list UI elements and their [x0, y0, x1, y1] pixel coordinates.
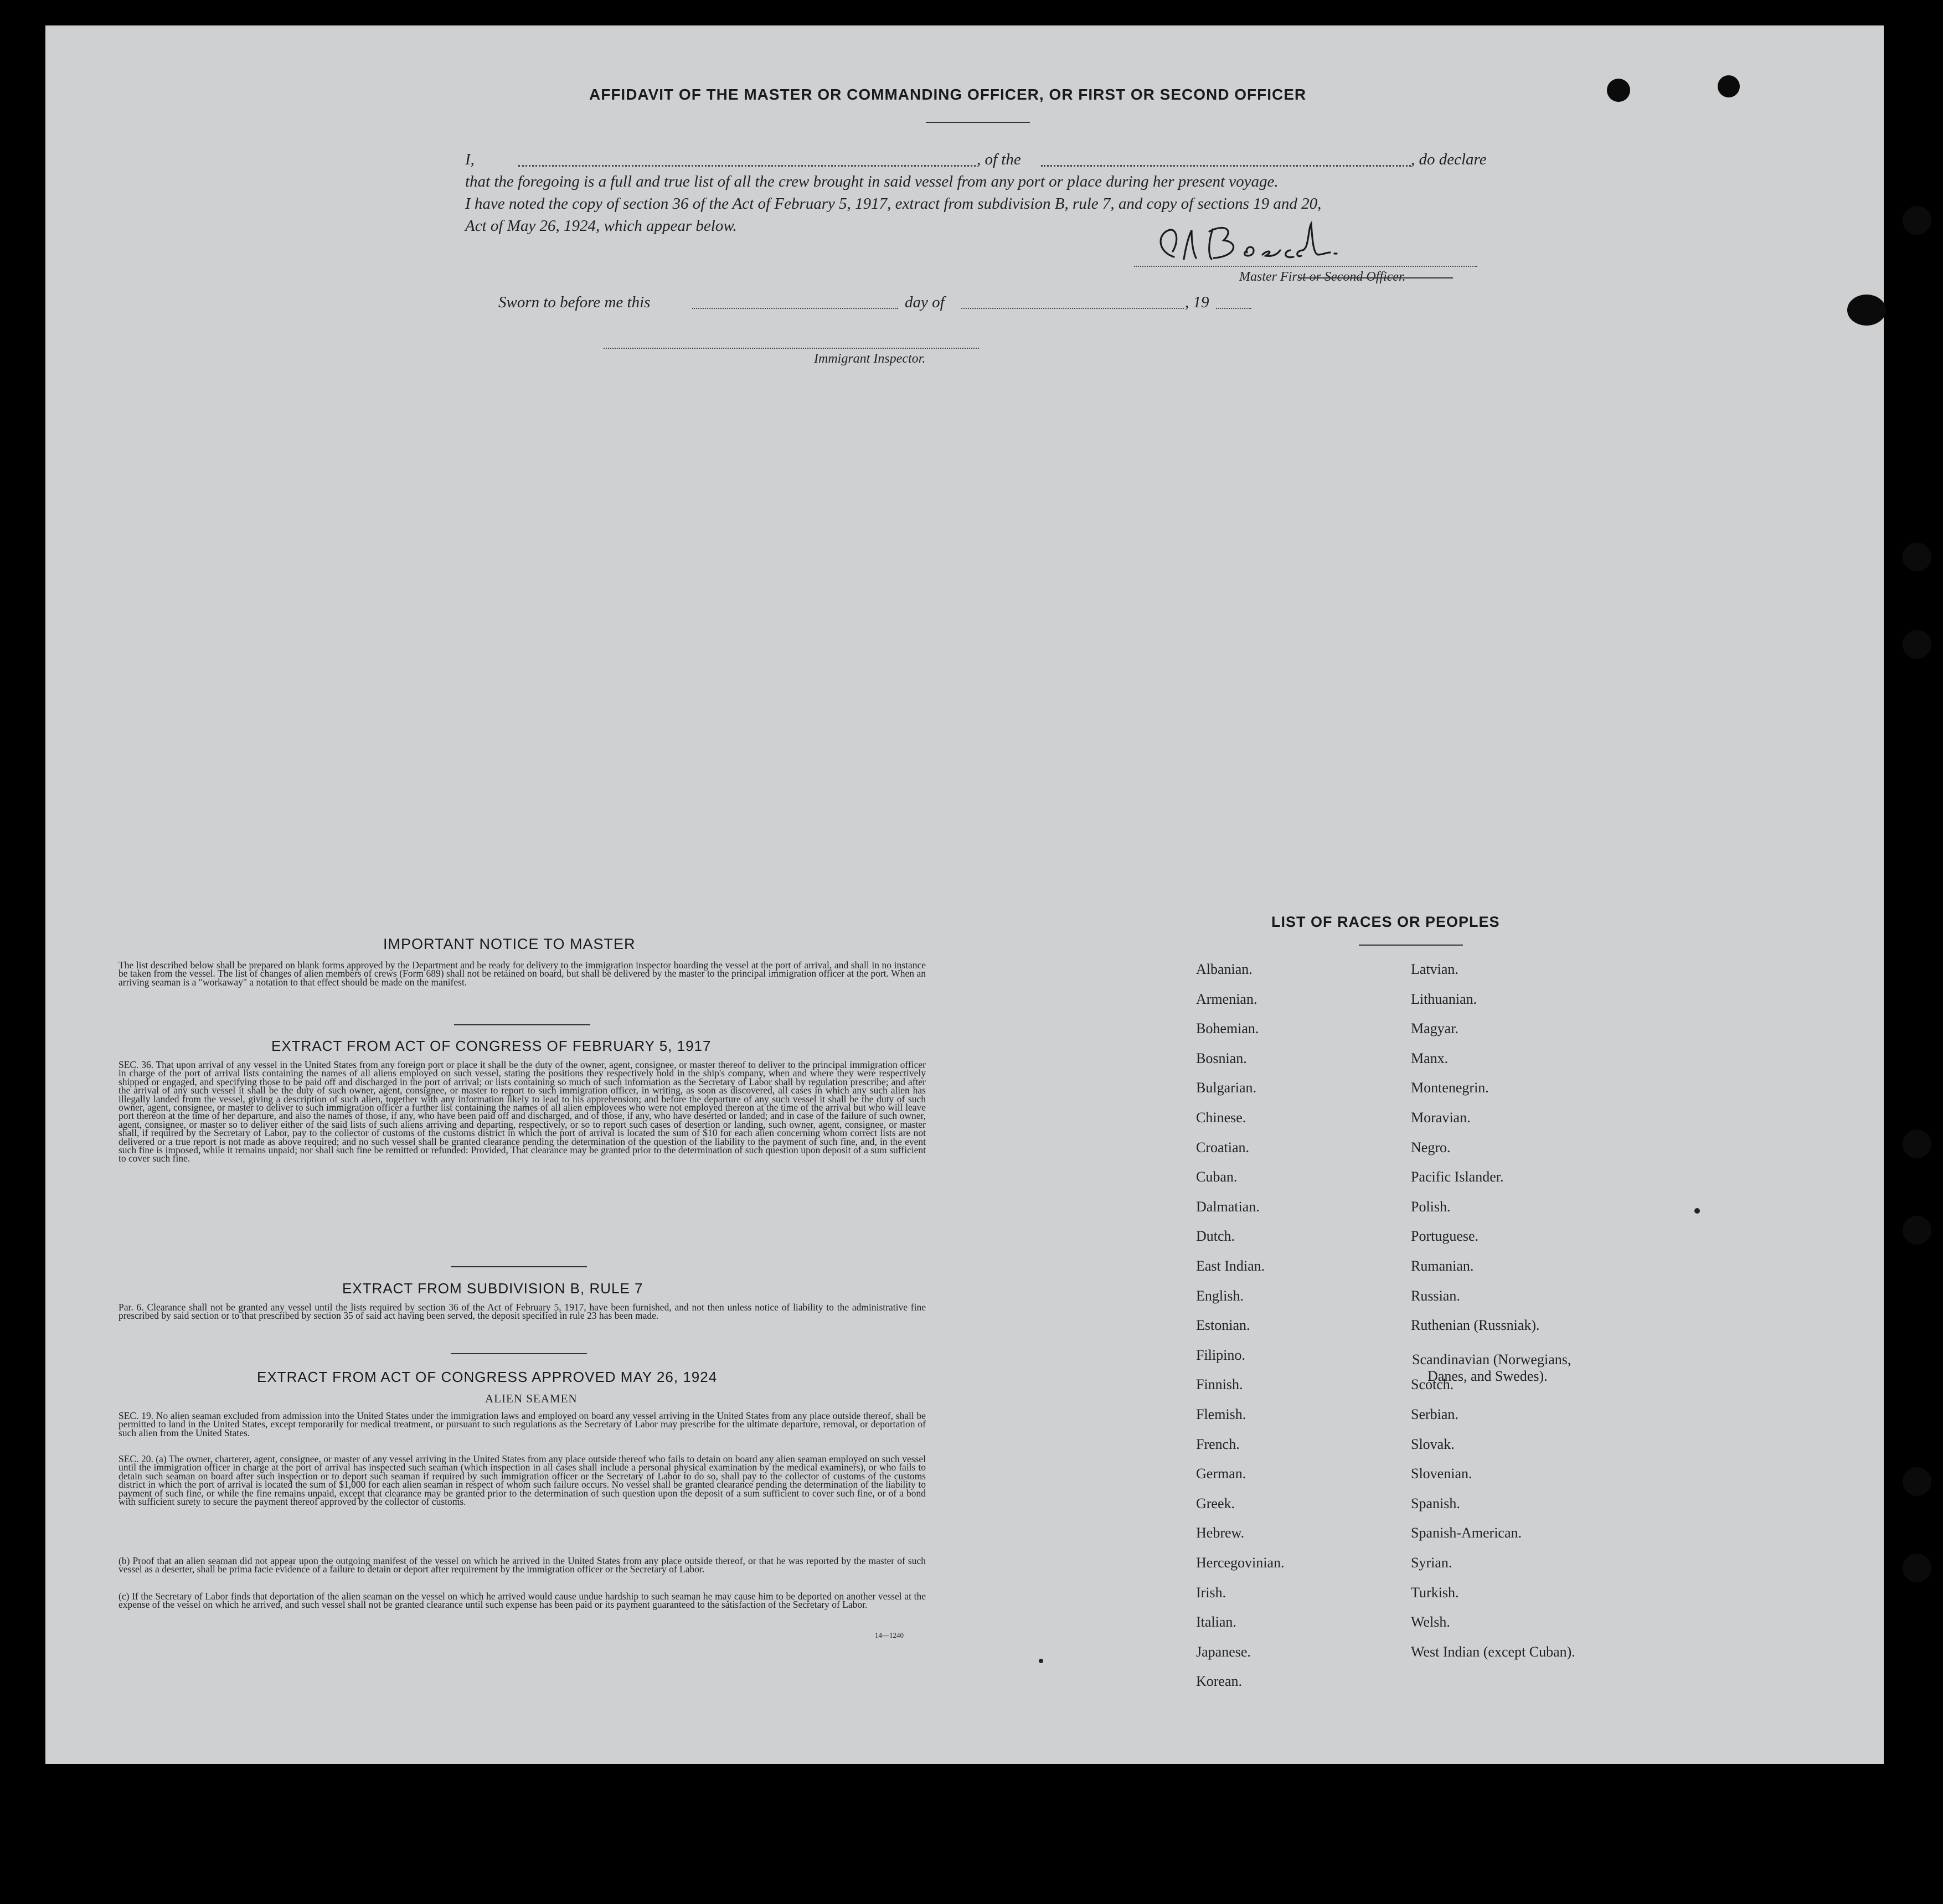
sec20c-text: (c) If the Secretary of Labor finds that deportation of the alien seaman on the vessel on which he arrived would cause undue hardship to such seaman he may cause him to be deported on another vessel at the expense of the vessel on which he arrived, and such vessel shall not be granted clearance until such expense has been paid or its payment guaranteed to the satisfaction of the Secretary of Labor.	[118, 1591, 926, 1611]
race-item: Filipino.	[1196, 1346, 1245, 1363]
race-item: Korean.	[1196, 1673, 1243, 1690]
notice-title: IMPORTANT NOTICE TO MASTER	[383, 936, 636, 952]
affidavit-i: I,	[465, 151, 475, 168]
binder-hole	[1718, 75, 1740, 97]
day-of-text: day of	[905, 293, 945, 311]
affidavit-declare: , do declare	[1411, 151, 1487, 168]
affidavit-line2: that the foregoing is a full and true list of all the crew brought in said vessel from any port or place during her present voyage.	[465, 173, 1279, 190]
sec20b-text: (b) Proof that an alien seaman did not appear upon the outgoing manifest of the vessel on which he arrived in the United States from any place outside thereof, or that he was reported by the master of such vessel as a deserter, shall be prima facie evidence of a failure to detain or deport after requirement by the immigration officer or the Secretary of Labor.	[118, 1555, 926, 1575]
race-item: Ruthenian (Russniak).	[1411, 1317, 1540, 1334]
sworn-text: Sworn to before me this	[498, 293, 651, 311]
race-item: Moravian.	[1411, 1110, 1471, 1126]
section-divider	[451, 1266, 587, 1267]
sec20a-text: SEC. 20. (a) The owner, charterer, agent, consignee, or master of any vessel arriving in the United States from any place outside thereof who fails to detain on board any alien seaman employed on such vessel until the immigration officer in charge at the port of arrival has inspected such seaman (which inspection in all cases shall include a personal physical examination by the medical examiners), or who fails to detain such seaman on board after such inspection or to deport such seaman if required by such immigration officer or the Secretary of Labor to do so, shall pay to the collector of customs of the customs district in which the port of arrival is located the sum of $1,000 for each alien seaman in respect of whom such failure occurs. No vessel shall be granted clearance pending the determination of the liability to payment of such fine, or while the fine remains unpaid, except that clearance may be granted prior to the determination of such question upon the deposit of a sum sufficient to cover such fine, or of a bond with sufficient surety to secure the payment thereof approved by the collector of customs.	[118, 1453, 926, 1508]
race-item: Latvian.	[1411, 961, 1458, 977]
section-divider	[451, 1353, 587, 1354]
sworn-month-blank[interactable]	[961, 293, 1184, 309]
race-item: Pacific Islander.	[1411, 1169, 1504, 1185]
notice-text: The list described below shall be prepared on blank forms approved by the Department and be ready for delivery to the immigration inspector boarding the vessel at the port of arrival, and shall in no instance be taken from the vessel. The list of changes of alien members of crews (Form 689) shall not be retained on board, but shall be delivered by the master to the principal immigration officer at the port. When an arriving seaman is a "workaway" a notation to that effect should be made on the manifest.	[118, 959, 926, 988]
race-item: Italian.	[1196, 1614, 1236, 1630]
binder-hole	[1903, 1216, 1931, 1245]
race-item: Dutch.	[1196, 1228, 1235, 1245]
race-item: Manx.	[1411, 1050, 1449, 1066]
race-item: French.	[1196, 1436, 1240, 1452]
race-item: Scandinavian (Norwegians,	[1412, 1351, 1571, 1368]
race-item: Irish.	[1196, 1584, 1226, 1601]
title-divider	[926, 122, 1030, 123]
races-divider	[1359, 945, 1463, 946]
race-item: Dalmatian.	[1196, 1198, 1260, 1215]
race-item: Turkish.	[1411, 1584, 1459, 1601]
inspector-label: Immigrant Inspector.	[814, 352, 926, 366]
binder-hole	[1903, 206, 1931, 235]
race-item: Portuguese.	[1411, 1228, 1479, 1245]
form-number: 14—1240	[875, 1631, 904, 1639]
race-item: Hercegovinian.	[1196, 1555, 1285, 1571]
race-item: Japanese.	[1196, 1643, 1251, 1660]
binder-hole	[1903, 1467, 1931, 1496]
race-item: Finnish.	[1196, 1376, 1243, 1393]
inspector-signature-line[interactable]	[604, 337, 979, 349]
race-item: Syrian.	[1411, 1555, 1452, 1571]
race-item: Estonian.	[1196, 1317, 1250, 1334]
race-item: German.	[1196, 1466, 1246, 1482]
race-item: Greek.	[1196, 1495, 1235, 1511]
affidavit-title: AFFIDAVIT OF THE MASTER OR COMMANDING OFFICER, OR FIRST OR SECOND OFFICER	[589, 86, 1307, 103]
race-item: Spanish.	[1411, 1495, 1460, 1511]
race-item: Montenegrin.	[1411, 1080, 1489, 1096]
signature-line	[1134, 255, 1477, 267]
race-item: Slovak.	[1411, 1436, 1455, 1452]
race-item: Albanian.	[1196, 961, 1253, 977]
race-item: Flemish.	[1196, 1406, 1246, 1422]
race-item: West Indian (except Cuban).	[1411, 1643, 1575, 1660]
alien-seamen-subtitle: ALIEN SEAMEN	[485, 1392, 578, 1405]
affidavit-of-the: , of the	[977, 151, 1021, 168]
binder-hole	[1903, 1554, 1931, 1582]
race-item: Bulgarian.	[1196, 1080, 1257, 1096]
extract-rule7-text: Par. 6. Clearance shall not be granted any vessel until the lists required by section 36 of the Act of February 5, 1917, have been furnished, and not then unless notice of liability to the administrative fine prescribed by said section or to that prescribed by section 35 of said act having been served, the deposit specified in rule 23 has been made.	[118, 1302, 926, 1322]
strike-through	[1298, 277, 1453, 278]
race-item: Magyar.	[1411, 1020, 1458, 1037]
sworn-day-blank[interactable]	[692, 293, 898, 309]
binder-hole	[1903, 543, 1931, 571]
ink-speck	[1694, 1208, 1700, 1214]
name-blank[interactable]	[518, 151, 976, 167]
race-item: Armenian.	[1196, 990, 1257, 1007]
extract-1917-text: SEC. 36. That upon arrival of any vessel in the United States from any foreign port or place it shall be the duty of the owner, agent, consignee, or master thereof to deliver to the principal immigration officer in charge of the port of arrival lists containing the names of all aliens employed on such vessel, stating the positions they respectively hold in the ship's company, when and where they were respectively shipped or engaged, and specifying those to be paid off and discharged in the port of arrival; or lists containing so much of such information as the Secretary of Labor shall by regulation prescribe; and after the arrival of any such vessel it shall be the duty of such owner, agent, consignee, or master to report to such immigration officer, in writing, as soon as discovered, all cases in which any such alien has illegally landed from the vessel, giving a description of such alien, together with any information likely to lead to his apprehension; and before the departure of any such vessel it shall be the duty of such owner, agent, consignee, or master to deliver to such immigration officer a further list containing the names of all alien employees who were not employed thereon at the time of the arrival but who will leave port thereon at the time of her departure, and also the names of those, if any, who have been paid off and discharged, and of those, if any, who have deserted or landed; and in case of the failure of such owner, agent, consignee, or master so to deliver either of the said lists of such aliens arriving and departing, respectively, or so to report such cases of desertion or landing, such owner, agent, consignee, or master shall, if required by the Secretary of Labor, pay to the collector of customs of the customs district in which the port of arrival is located the sum of $10 for each alien concerning whom correct lists are not delivered or a true report is not made as above required; and no such vessel shall be granted clearance pending the determination of the question of the liability to the payment of such fine, and, in the event such fine is imposed, while it remains unpaid; nor shall such fine be remitted or refunded: Provided, That clearance may be granted prior to the determination of such question upon deposit of a sum sufficient to cover such fine.	[118, 1059, 926, 1164]
signer-label: Master First or Second Officer.	[1239, 270, 1406, 284]
race-item: Polish.	[1411, 1198, 1451, 1215]
section-divider	[454, 1024, 590, 1025]
binder-hole	[1903, 1129, 1931, 1158]
extract-1924-title: EXTRACT FROM ACT OF CONGRESS APPROVED MAY 26, 1924	[257, 1369, 718, 1385]
race-item: Negro.	[1411, 1139, 1451, 1155]
race-item: Serbian.	[1411, 1406, 1458, 1422]
race-item: Slovenian.	[1411, 1466, 1472, 1482]
races-title: LIST OF RACES OR PEOPLES	[1271, 914, 1500, 930]
race-item: Croatian.	[1196, 1139, 1250, 1155]
race-item: Welsh.	[1411, 1614, 1450, 1630]
race-item: Russian.	[1411, 1287, 1460, 1304]
year-prefix: , 19	[1185, 293, 1209, 311]
binder-hole	[1903, 630, 1931, 659]
race-item: Danes, and Swedes).	[1427, 1368, 1548, 1384]
affidavit-line4: Act of May 26, 1924, which appear below.	[465, 217, 737, 235]
race-item: Hebrew.	[1196, 1525, 1245, 1541]
binder-hole	[1847, 295, 1886, 326]
sec19-text: SEC. 19. No alien seaman excluded from admission into the United States under the immigration laws and employed on board any vessel arriving in the United States from any place outside thereof, shall be permitted to land in the United States, except temporarily for medical treatment, or pursuant to such regulations as the Secretary of Labor may prescribe for the ultimate departure, removal, or deportation of such alien from the United States.	[118, 1410, 926, 1438]
year-blank[interactable]	[1216, 293, 1251, 309]
race-item: Rumanian.	[1411, 1258, 1474, 1274]
race-item: Bohemian.	[1196, 1020, 1259, 1037]
race-item: Spanish-American.	[1411, 1525, 1522, 1541]
race-item: Chinese.	[1196, 1110, 1246, 1126]
race-item: Bosnian.	[1196, 1050, 1247, 1066]
race-item: Cuban.	[1196, 1169, 1238, 1185]
affidavit-line3: I have noted the copy of section 36 of the Act of February 5, 1917, extract from subdivision B, rule 7, and copy of sections 19 and 20,	[465, 195, 1322, 213]
binder-hole	[1607, 79, 1630, 102]
race-item: East Indian.	[1196, 1258, 1265, 1274]
extract-rule7-title: EXTRACT FROM SUBDIVISION B, RULE 7	[342, 1280, 643, 1297]
race-item: English.	[1196, 1287, 1244, 1304]
race-item: Scotch.	[1411, 1376, 1454, 1393]
race-item: Lithuanian.	[1411, 990, 1477, 1007]
vessel-blank[interactable]	[1041, 151, 1411, 167]
extract-1917-title: EXTRACT FROM ACT OF CONGRESS OF FEBRUARY 5, 1917	[271, 1038, 712, 1054]
ink-speck	[1039, 1659, 1043, 1663]
